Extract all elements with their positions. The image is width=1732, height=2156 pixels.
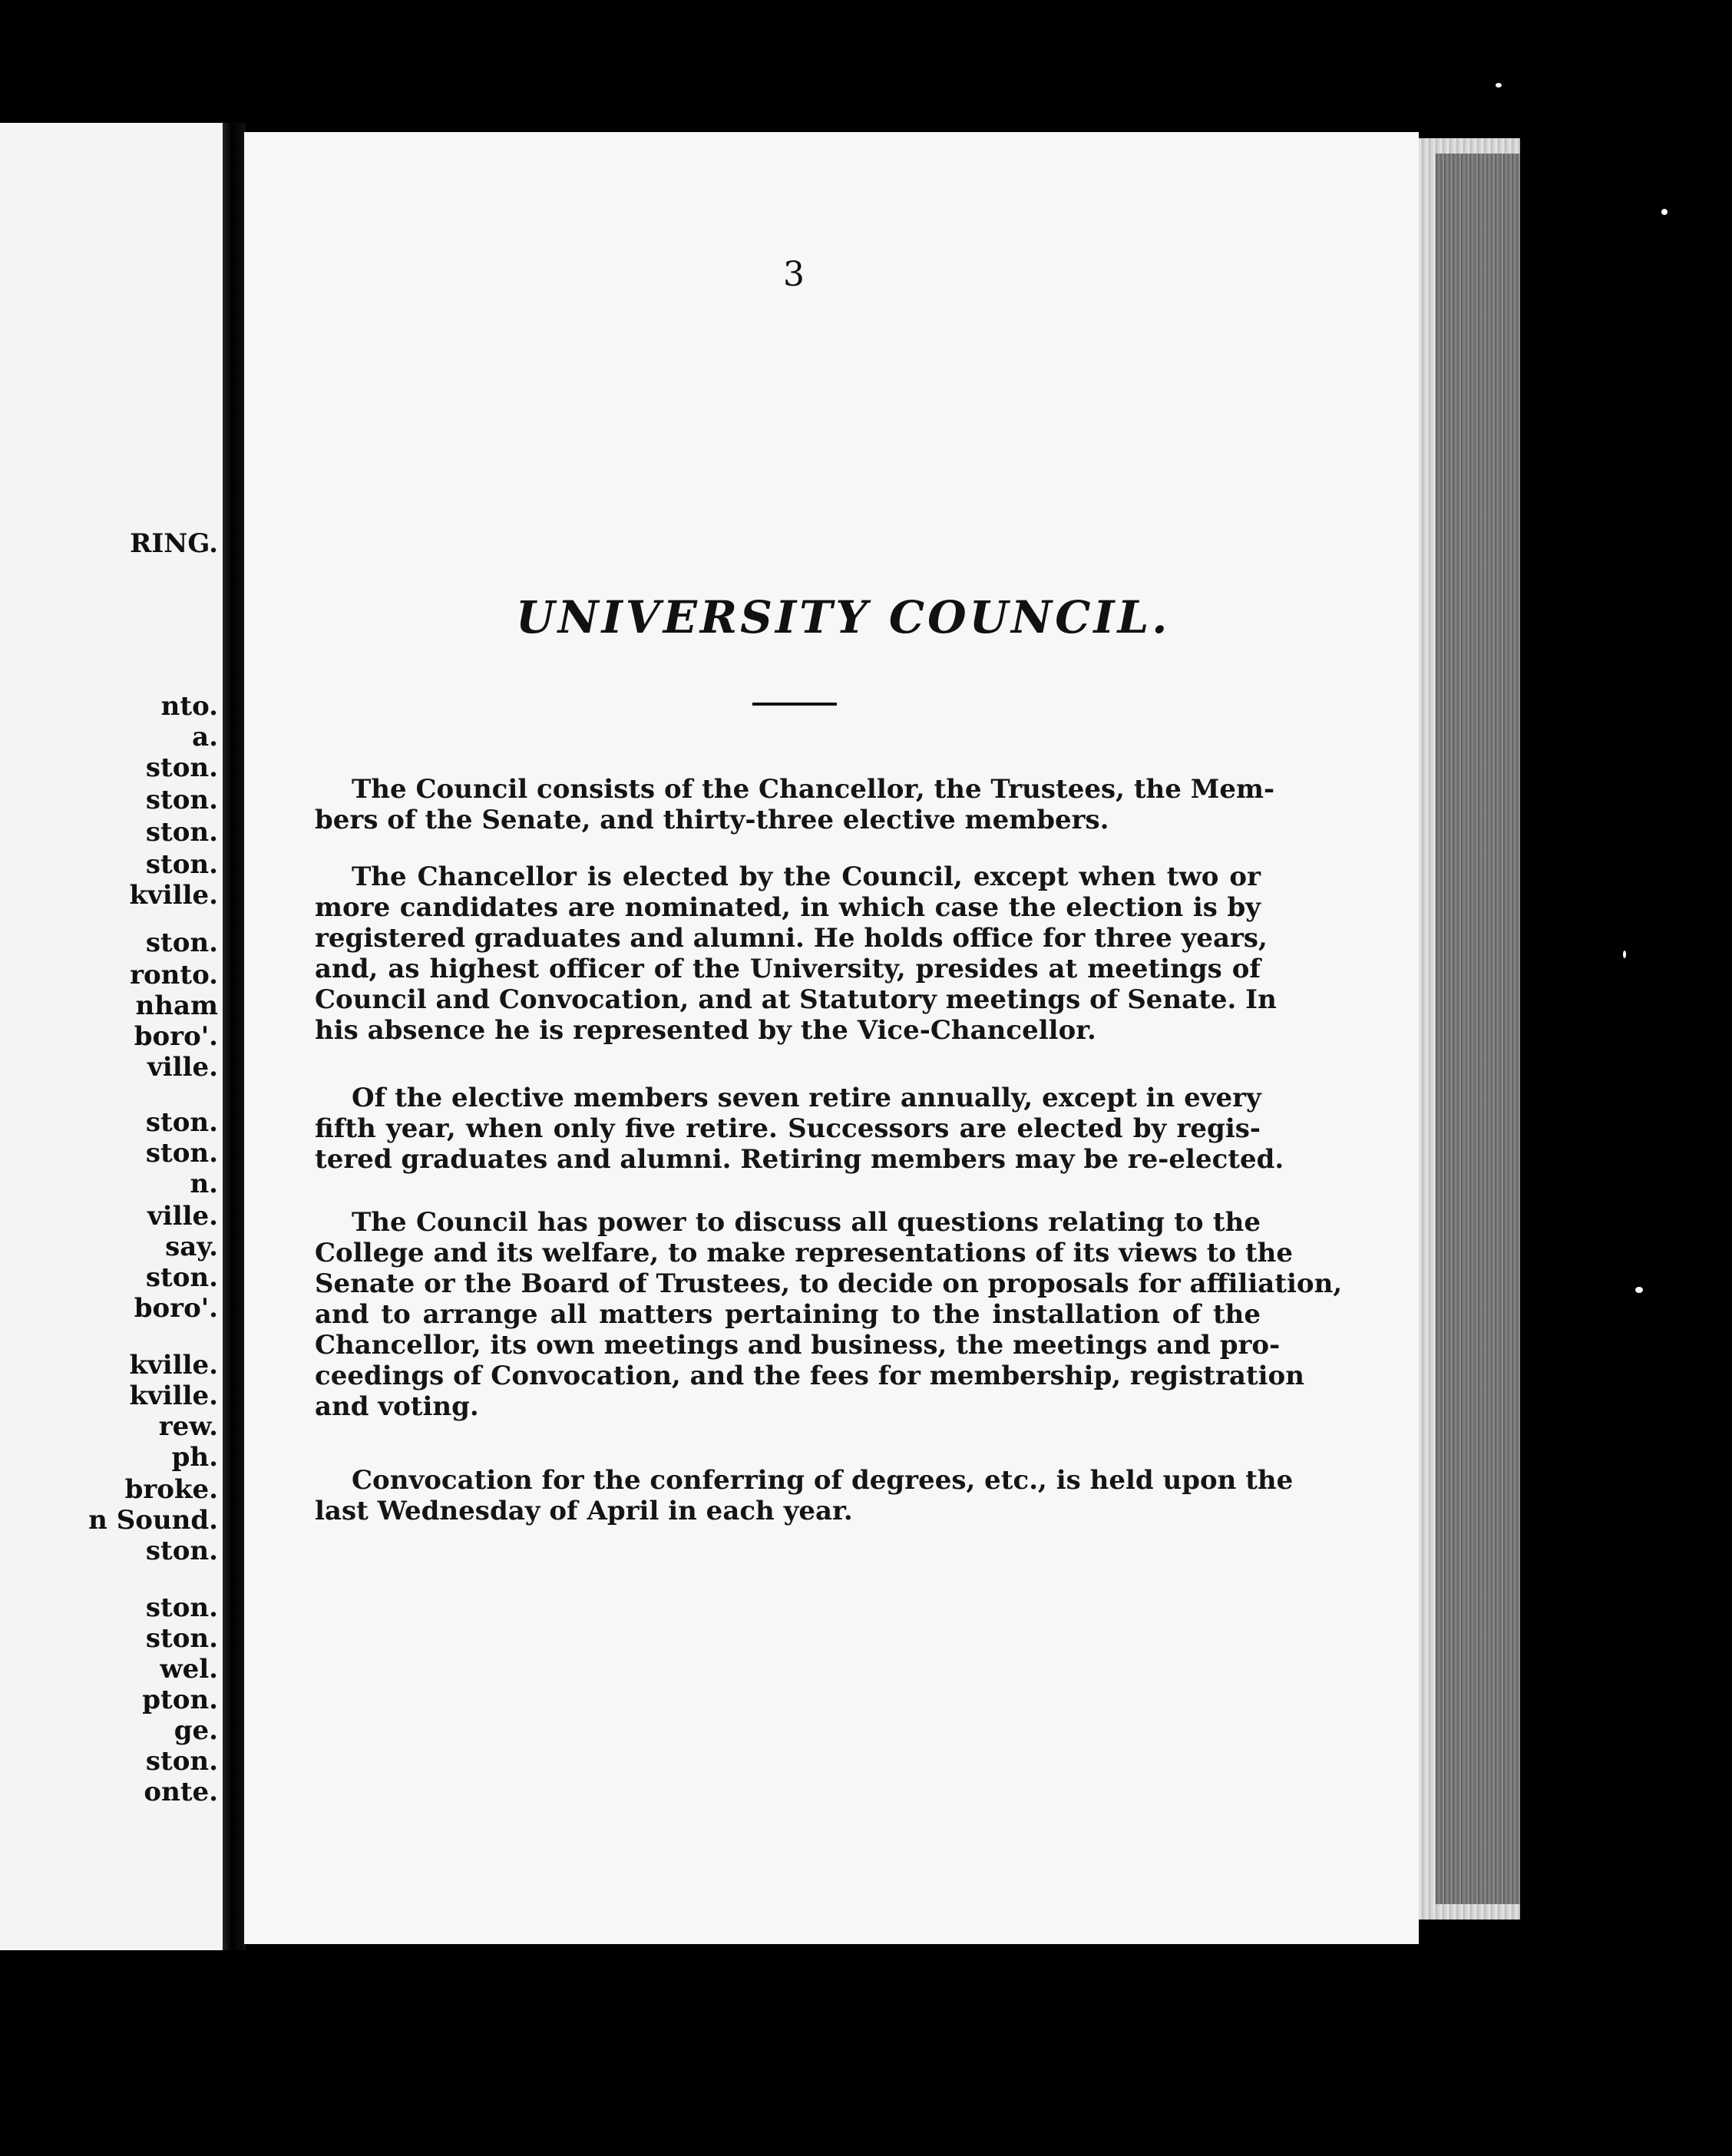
text-line: and, as highest officer of the University, presides at meetings of <box>315 954 1261 984</box>
left-page-line: ston. <box>145 1262 218 1293</box>
left-page-line: ge. <box>174 1715 218 1746</box>
book-text-block-edge <box>1436 154 1520 1904</box>
paragraph-chancellor <box>315 861 1277 1046</box>
left-page-line: ston. <box>145 1623 218 1654</box>
section-title: UNIVERSITY COUNCIL. <box>516 591 1171 643</box>
text-line: bers of the Senate, and thirty-three elective members. <box>315 805 1109 835</box>
left-facing-page <box>0 123 223 1950</box>
left-page-line: n. <box>190 1169 218 1199</box>
text-line: The Chancellor is elected by the Council, except when two or <box>352 861 1261 892</box>
left-page-line: kville. <box>129 880 218 911</box>
text-line: and voting. <box>315 1391 479 1422</box>
left-page-line: ston. <box>145 1746 218 1777</box>
text-line: his absence he is represented by the Vice-Chancellor. <box>315 1015 1096 1046</box>
left-page-line: pton. <box>142 1685 218 1715</box>
left-page-line: boro'. <box>134 1021 218 1052</box>
text-line: Convocation for the conferring of degrees, etc., is held upon the <box>352 1465 1294 1496</box>
text-line: ceedings of Convocation, and the fees for membership, registration <box>315 1361 1304 1391</box>
paragraph-convocation <box>315 1465 1294 1526</box>
left-page-line: ronto. <box>130 960 218 990</box>
paragraph-composition <box>315 774 1275 835</box>
text-line: The Council has power to discuss all questions relating to the <box>352 1207 1261 1238</box>
title-rule <box>752 703 837 706</box>
book-gutter <box>223 123 246 1950</box>
left-page-line: ph. <box>171 1442 218 1473</box>
left-page-line: broke. <box>124 1474 218 1505</box>
page-number: 3 <box>783 255 805 294</box>
left-page-line: a. <box>192 722 218 752</box>
text-line: The Council consists of the Chancellor, the Trustees, the Mem- <box>352 774 1275 805</box>
left-page-line: ville. <box>147 1052 218 1083</box>
dust-speck <box>1623 951 1626 958</box>
left-page-line: ston. <box>145 817 218 848</box>
left-page-line: rew. <box>158 1411 218 1442</box>
text-line: College and its welfare, to make representations of its views to the <box>315 1238 1294 1268</box>
left-page-line: onte. <box>144 1777 218 1807</box>
text-line: and to arrange all matters pertaining to the installation of the <box>315 1299 1261 1330</box>
left-page-line: nto. <box>160 691 218 722</box>
left-page-line: ston. <box>145 1138 218 1169</box>
dust-speck <box>1661 209 1668 215</box>
left-page-line: kville. <box>129 1350 218 1381</box>
left-page-line: wel. <box>160 1654 218 1685</box>
text-line: Of the elective members seven retire annually, except in every <box>352 1083 1261 1113</box>
text-line: registered graduates and alumni. He holds office for three years, <box>315 923 1268 954</box>
left-page-line: ston. <box>145 1536 218 1566</box>
text-line: Chancellor, its own meetings and business, the meetings and pro- <box>315 1330 1281 1361</box>
left-page-line: n Sound. <box>88 1505 218 1536</box>
dust-speck <box>1635 1287 1643 1293</box>
left-page-line: ston. <box>145 849 218 880</box>
left-page-line: nham <box>135 990 218 1021</box>
left-page-line: ston. <box>145 928 218 958</box>
left-page-line: ston. <box>145 785 218 815</box>
text-line: more candidates are nominated, in which case the election is by <box>315 892 1261 923</box>
left-page-line: ston. <box>145 1592 218 1623</box>
left-page-line: ston. <box>145 1107 218 1138</box>
left-page-line: RING. <box>130 528 218 559</box>
text-line: fifth year, when only five retire. Successors are elected by regis- <box>315 1113 1261 1144</box>
paragraph-council-power <box>315 1207 1343 1422</box>
text-line: Council and Convocation, and at Statutory meetings of Senate. In <box>315 984 1277 1015</box>
text-line: Senate or the Board of Trustees, to decide on proposals for affiliation, <box>315 1268 1343 1299</box>
left-page-line: say. <box>165 1232 218 1262</box>
text-line: tered graduates and alumni. Retiring members may be re-elected. <box>315 1144 1284 1175</box>
left-page-line: kville. <box>129 1381 218 1411</box>
paragraph-elective-members <box>315 1083 1284 1175</box>
dust-speck <box>1496 83 1502 88</box>
left-page-line: boro'. <box>134 1293 218 1324</box>
left-page-line: ston. <box>145 752 218 783</box>
left-page-line: ville. <box>147 1201 218 1232</box>
text-line: last Wednesday of April in each year. <box>315 1496 853 1526</box>
